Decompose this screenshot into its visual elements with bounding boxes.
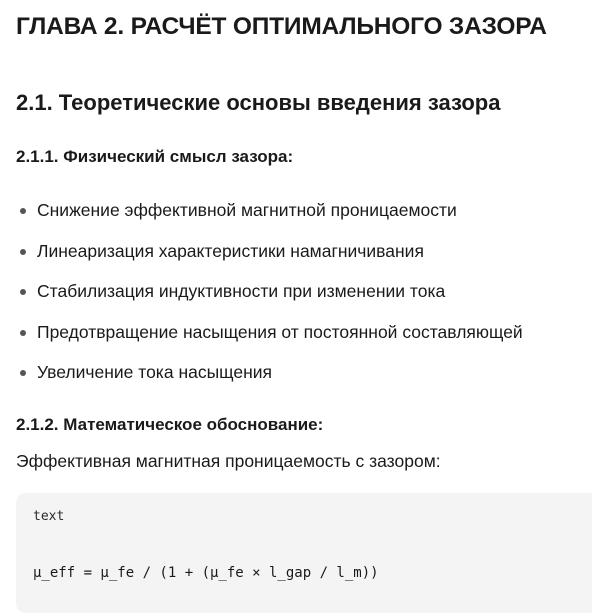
chapter-title: ГЛАВА 2. РАСЧЁТ ОПТИМАЛЬНОГО ЗАЗОРА bbox=[16, 13, 547, 40]
code-language-label: text bbox=[33, 509, 65, 524]
subsection-title-physical-meaning: 2.1.1. Физический смысл зазора: bbox=[16, 147, 294, 166]
bullet-dot-icon bbox=[20, 249, 26, 255]
list-item-text: Увеличение тока насыщения bbox=[37, 362, 273, 382]
bullet-dot-icon bbox=[20, 289, 26, 295]
bullet-dot-icon bbox=[20, 208, 26, 214]
list-item-text: Стабилизация индуктивности при изменении тока bbox=[37, 281, 446, 301]
bullet-dot-icon bbox=[20, 330, 26, 336]
section-title: 2.1. Теоретические основы введения зазора bbox=[16, 90, 501, 115]
code-formula: μ_eff = μ_fe / (1 + (μ_fe × l_gap / l_m)) bbox=[33, 565, 379, 581]
list-item bbox=[16, 357, 586, 398]
list-item-text: Предотвращение насыщения от постоянной составляющей bbox=[37, 321, 523, 342]
bullet-list bbox=[16, 195, 586, 398]
list-item bbox=[16, 236, 586, 277]
subsection-title-math-justification: 2.1.2. Математическое обоснование: bbox=[16, 415, 324, 434]
list-item-text: Снижение эффективной магнитной проницаемости bbox=[37, 200, 457, 220]
list-item bbox=[16, 276, 586, 317]
paragraph: Эффективная магнитная проницаемость с зазором: bbox=[16, 451, 441, 471]
list-item-text: Линеаризация характеристики намагничивания bbox=[37, 240, 424, 261]
code-block[interactable] bbox=[16, 493, 592, 613]
list-item bbox=[16, 195, 586, 236]
bullet-dot-icon bbox=[20, 370, 26, 376]
list-item bbox=[16, 317, 586, 358]
